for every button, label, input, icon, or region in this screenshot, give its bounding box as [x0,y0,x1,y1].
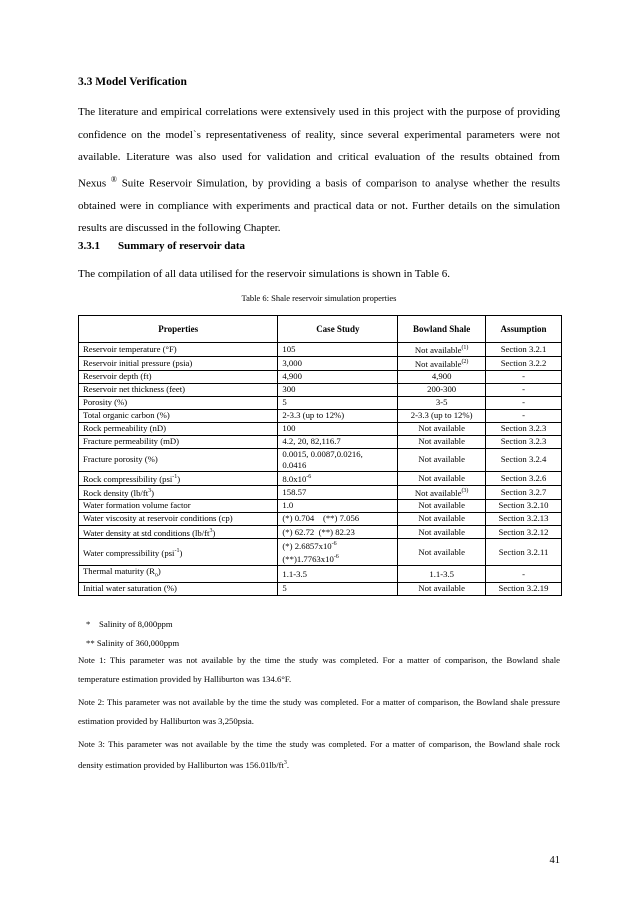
cell-property: Fracture porosity (%) [79,448,278,471]
cell-case: 4,900 [278,370,398,383]
cell-property [79,525,278,539]
cell-assumption: Section 3.2.19 [486,582,562,595]
cell-bowland [398,485,486,499]
cell-case: 2-3.3 (up to 12%) [278,409,398,422]
cell-assumption: - [486,396,562,409]
table-row [79,582,562,595]
body-paragraph [78,101,560,240]
table-row [79,435,562,448]
cell-assumption: - [486,370,562,383]
table-row [79,566,562,583]
header-properties: Properties [79,316,278,343]
table-row [79,499,562,512]
cell-assumption: Section 3.2.12 [486,525,562,539]
table-intro: The compilation of all data utilised for the reservoir simulations is shown in Table 6. [78,268,451,280]
section-title: 3.3 Model Verification [78,76,187,88]
cell-case-line2: 0.0416 [282,459,307,470]
header-assumption: Assumption [486,316,562,343]
cell-bowland: Not available [398,539,486,566]
cell-property [79,471,278,485]
property-superscript: -1 [172,473,178,480]
cell-assumption: Section 3.2.2 [486,356,562,370]
cell-case: (*) 0.704 (**) 7.056 [278,512,398,525]
cell-bowland-text: Not available [414,358,462,369]
property-tail: ) [179,547,183,558]
table-row [79,343,562,357]
cell-property [79,539,278,566]
property-superscript: 3 [148,487,152,494]
cell-bowland: Not available [398,499,486,512]
cell-bowland: 200-300 [398,383,486,396]
note-3-superscript: 3 [283,760,287,766]
table-row [79,485,562,499]
table-row [79,525,562,539]
cell-property: Fracture permeability (mD) [79,435,278,448]
cell-bowland: 3-5 [398,396,486,409]
page-number: 41 [549,855,560,866]
salinity-footnote-1: * Salinity of 8,000ppm [86,619,173,629]
cell-assumption: Section 3.2.7 [486,485,562,499]
cell-case-line1: (*) 2.6857x10 [282,541,332,552]
cell-bowland: 4,900 [398,370,486,383]
cell-property [79,566,278,583]
cell-property: Initial water saturation (%) [79,582,278,595]
table-row [79,539,562,566]
table-row [79,409,562,422]
cell-case-line2: (**)1.7763x10 [282,554,334,565]
table-caption: Table 6: Shale reservoir simulation properties [241,293,397,303]
cell-property: Reservoir depth (ft) [79,370,278,383]
cell-case [278,448,398,471]
table-row [79,422,562,435]
note-3-tail: . [286,759,289,770]
cell-case [278,471,398,485]
cell-assumption: Section 3.2.6 [486,471,562,485]
cell-case-line1: 0.0015, 0.0087,0.0216, [282,448,363,459]
cell-property-text: Rock compressibility (psi [83,473,173,484]
property-tail: ) [212,527,216,538]
cell-case: 5 [278,396,398,409]
note-2: Note 2: This parameter was not available by the time the study was completed. For a matter of comparison, the Bowland shale pressure estimation provided by Halliburton was 3,250psia. [78,697,560,726]
cell-property: Water viscosity at reservoir conditions (cp) [79,512,278,525]
cell-bowland: Not available [398,435,486,448]
table-header-row [79,316,562,343]
table-row [79,396,562,409]
table-row [79,383,562,396]
table-row [79,448,562,471]
subsection-title: Summary of reservoir data [118,240,245,252]
property-tail: ) [177,473,181,484]
cell-bowland [398,343,486,357]
paragraph-part-1: The literature and empirical correlations were extensively used in this project with the purpose of providing confidence on the model`s representativeness of reality, since several experimental parameters were not available. Literature was also used for validation and critical evaluation of the results obtained from Nexus [78,106,560,190]
cell-bowland: Not available [398,422,486,435]
cell-assumption: Section 3.2.3 [486,422,562,435]
cell-bowland: Not available [398,471,486,485]
cell-assumption: Section 3.2.11 [486,539,562,566]
cell-property: Reservoir initial pressure (psia) [79,356,278,370]
header-case-study: Case Study [278,316,398,343]
cell-case: 105 [278,343,398,357]
salinity-footnote-2: ** Salinity of 360,000ppm [86,638,180,648]
cell-bowland: 2-3.3 (up to 12%) [398,409,486,422]
cell-bowland-text: Not available [414,344,462,355]
cell-property-text: Water density at std conditions (lb/ft [83,527,210,538]
cell-property: Water formation volume factor [79,499,278,512]
cell-bowland [398,356,486,370]
cell-assumption: Section 3.2.10 [486,499,562,512]
property-tail: ) [157,566,161,577]
cell-property: Reservoir temperature (°F) [79,343,278,357]
cell-assumption: Section 3.2.4 [486,448,562,471]
cell-assumption: Section 3.2.3 [486,435,562,448]
cell-bowland: Not available [398,582,486,595]
note-1: Note 1: This parameter was not available by the time the study was completed. For a matter of comparison, the Bowland shale temperature estimation provided by Halliburton was 134.6°F. [78,655,560,684]
cell-case: 1.0 [278,499,398,512]
note-3-text: Note 3: This parameter was not available by the time the study was completed. For a matter of comparison, the Bowland shale rock density estimation provided by Halliburton was 156.01lb/ft [78,739,560,770]
cell-case: 1.1-3.5 [278,566,398,583]
cell-property: Reservoir net thickness (feet) [79,383,278,396]
cell-property: Porosity (%) [79,396,278,409]
cell-property: Rock permeability (nD) [79,422,278,435]
cell-property-text: Water compressibility (psi [83,547,175,558]
cell-assumption: - [486,383,562,396]
case-superscript: -6 [331,541,337,548]
cell-case: 4.2, 20, 82,116.7 [278,435,398,448]
cell-bowland: Not available [398,448,486,471]
cell-case [278,539,398,566]
cell-case: 100 [278,422,398,435]
table-row [79,370,562,383]
cell-bowland: Not available [398,512,486,525]
table-row [79,356,562,370]
cell-case: 300 [278,383,398,396]
subsection-heading [78,240,245,252]
cell-property-text: Rock density (lb/ft [83,487,149,498]
cell-assumption: Section 3.2.1 [486,343,562,357]
subsection-number: 3.3.1 [78,240,100,252]
cell-bowland: 1.1-3.5 [398,566,486,583]
header-bowland-shale: Bowland Shale [398,316,486,343]
cell-assumption: Section 3.2.13 [486,512,562,525]
note-3 [78,735,560,775]
cell-bowland: Not available [398,525,486,539]
cell-case-text: 8.0x10 [282,473,307,484]
footnote-ref: (3) [461,487,469,494]
cell-case: 158.57 [278,485,398,499]
cell-property: Total organic carbon (%) [79,409,278,422]
property-superscript: -1 [174,547,180,554]
case-superscript: -6 [306,473,312,480]
property-subscript: o [154,572,158,579]
paragraph-part-2: Suite Reservoir Simulation, by providing a basis of comparison to analyse whether the results obtained were in compliance with experiments and practical data or not. Further details on the simulation results are discussed in the following Chapter. [78,177,561,235]
footnote-ref: (1) [461,345,469,351]
cell-case: (*) 62.72 (**) 82.23 [278,525,398,539]
cell-assumption: - [486,566,562,583]
cell-case: 3,000 [278,356,398,370]
cell-case: 5 [278,582,398,595]
table-row [79,512,562,525]
table-row [79,471,562,485]
property-superscript: 3 [209,527,213,534]
property-tail: ) [151,487,155,498]
cell-assumption: - [486,409,562,422]
cell-bowland-text: Not available [414,487,462,498]
cell-property [79,485,278,499]
case-superscript: -6 [333,554,339,561]
properties-table [78,315,562,596]
cell-property-text: Thermal maturity (R [83,566,155,577]
footnote-ref: (2) [461,358,469,365]
registered-mark: ® [110,174,117,184]
